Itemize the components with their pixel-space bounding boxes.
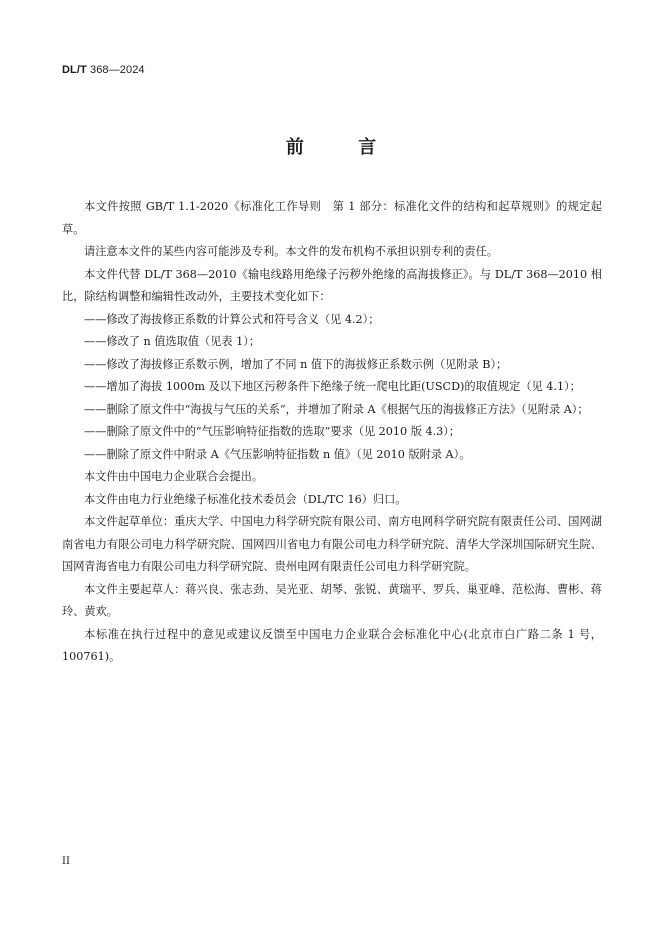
change-item: ——修改了海拔修正系数示例，增加了不同 n 值下的海拔修正系数示例（见附录 B）； xyxy=(84,357,508,371)
standard-number: 368—2024 xyxy=(90,64,145,76)
paragraph-drafters: 本文件主要起草人：蒋兴良、张志劲、吴光亚、胡琴、张锐、黄瑞平、罗兵、巢亚峰、范松海、曹彬、蒋玲、黄欢。 xyxy=(62,582,602,618)
change-item: ——修改了 n 值选取值（见表 1）； xyxy=(84,335,261,348)
paragraph-replaces: 本文件代替 DL/T 368—2010《输电线路用绝缘子污秽外绝缘的高海拔修正》。与 DL/T 368—2010 相比，除结构调整和编辑性改动外，主要技术变化如下： xyxy=(62,267,602,303)
change-item: ——删除了原文件中的“气压影响特征指数的选取”要求（见 2010 版 4.3）； xyxy=(84,425,461,438)
change-item: ——删除了原文件中“海拔与气压的关系”，并增加了附录 A《根据气压的海拔修正方法》（见附录 A）； xyxy=(84,402,589,416)
paragraph-proposed-by: 本文件由中国电力企业联合会提出。 xyxy=(84,470,264,483)
paragraph-centralized-by: 本文件由电力行业绝缘子标准化技术委员会（DL/TC 16）归口。 xyxy=(84,492,407,506)
foreword-body xyxy=(62,196,602,669)
change-item: ——修改了海拔修正系数的计算公式和符号含义（见 4.2）； xyxy=(84,312,380,326)
change-item: ——删除了原文件中附录 A《气压影响特征指数 n 值》（见 2010 版附录 A）。 xyxy=(84,447,471,461)
paragraph-drafting-units: 本文件起草单位：重庆大学、中国电力科学研究院有限公司、南方电网科学研究院有限责任公司、国网湖南省电力有限公司电力科学研究院、国网四川省电力有限公司电力科学研究院、清华大学深圳国际研究生院、国网青海省电力有限公司电力科学研究院、贵州电网有限责任公司电力科学研究院。 xyxy=(62,515,602,573)
standard-prefix: DL/T xyxy=(62,64,87,76)
change-item: ——增加了海拔 1000m 及以下地区污秽条件下绝缘子统一爬电比距(USCD)的取值规定（见 4.1）； xyxy=(84,380,581,393)
paragraph-feedback: 本标准在执行过程中的意见或建议反馈至中国电力企业联合会标准化中心(北京市白广路二条 1 号，100761)。 xyxy=(62,627,602,663)
page-title: 前 言 xyxy=(285,137,401,158)
paragraph-drafting-rules: 本文件按照 GB/T 1.1-2020《标准化工作导则 第 1 部分：标准化文件的结构和起草规则》的规定起草。 xyxy=(62,200,602,236)
paragraph-patent-notice: 请注意本文件的某些内容可能涉及专利。本文件的发布机构不承担识别专利的责任。 xyxy=(84,245,498,258)
standard-code xyxy=(62,64,145,76)
page-number: II xyxy=(62,856,70,867)
